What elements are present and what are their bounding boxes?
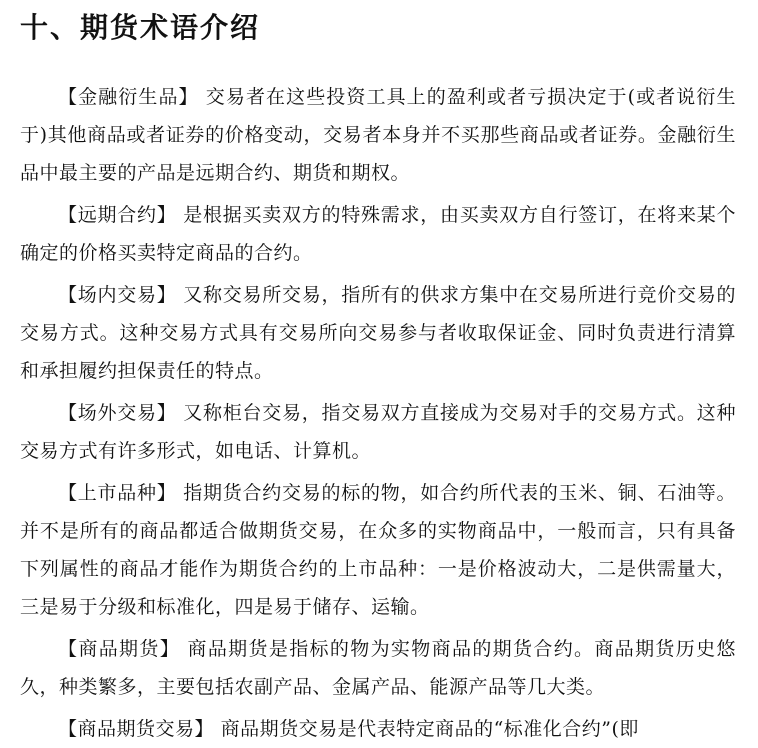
entry-otc-trading	[20, 394, 736, 470]
entry-text: 交易者在这些投资工具上的盈利或者亏损决定于(或者说衍生于)其他商品或者证券的价格变动，交易者本身并不买那些商品或者证券。金融衍生品中最主要的产品是远期合约、期货和期权。	[20, 86, 736, 184]
entry-text: 又称柜台交易，指交易双方直接成为交易对手的交易方式。这种交易方式有许多形式，如电话、计算机。	[20, 402, 736, 462]
entry-forward-contract	[20, 196, 736, 272]
entry-term: 【金融衍生品】	[58, 86, 199, 108]
entry-listed-varieties	[20, 474, 736, 626]
entry-text: 指期货合约交易的标的物，如合约所代表的玉米、铜、石油等。并不是所有的商品都适合做期货交易，在众多的实物商品中，一般而言，只有具备下列属性的商品才能作为期货合约的上市品种：一是价格波动大，二是供需量大，三是易于分级和标准化，四是易于储存、运输。	[20, 482, 736, 618]
entry-term: 【上市品种】	[58, 482, 177, 504]
entry-term: 【商品期货】	[58, 638, 181, 660]
entry-text: 商品期货交易是代表特定商品的“标准化合约”(即	[220, 718, 639, 740]
entry-financial-derivatives	[20, 78, 736, 192]
page-title: 十、期货术语介绍	[20, 11, 261, 44]
entry-commodity-futures	[20, 630, 736, 706]
entry-text: 又称交易所交易，指所有的供求方集中在交易所进行竞价交易的交易方式。这种交易方式具有交易所向交易参与者收取保证金、同时负责进行清算和承担履约担保责任的特点。	[20, 284, 736, 382]
entry-term: 【商品期货交易】	[58, 718, 215, 740]
entry-term: 【场外交易】	[58, 402, 177, 424]
entry-term: 【远期合约】	[58, 204, 177, 226]
entry-exchange-trading	[20, 276, 736, 390]
entry-commodity-futures-trading	[20, 710, 736, 748]
entry-term: 【场内交易】	[58, 284, 177, 306]
entry-text: 是根据买卖双方的特殊需求，由买卖双方自行签订，在将来某个确定的价格买卖特定商品的合约。	[20, 204, 736, 264]
entry-text: 商品期货是指标的物为实物商品的期货合约。商品期货历史悠久，种类繁多，主要包括农副产品、金属产品、能源产品等几大类。	[20, 638, 736, 698]
